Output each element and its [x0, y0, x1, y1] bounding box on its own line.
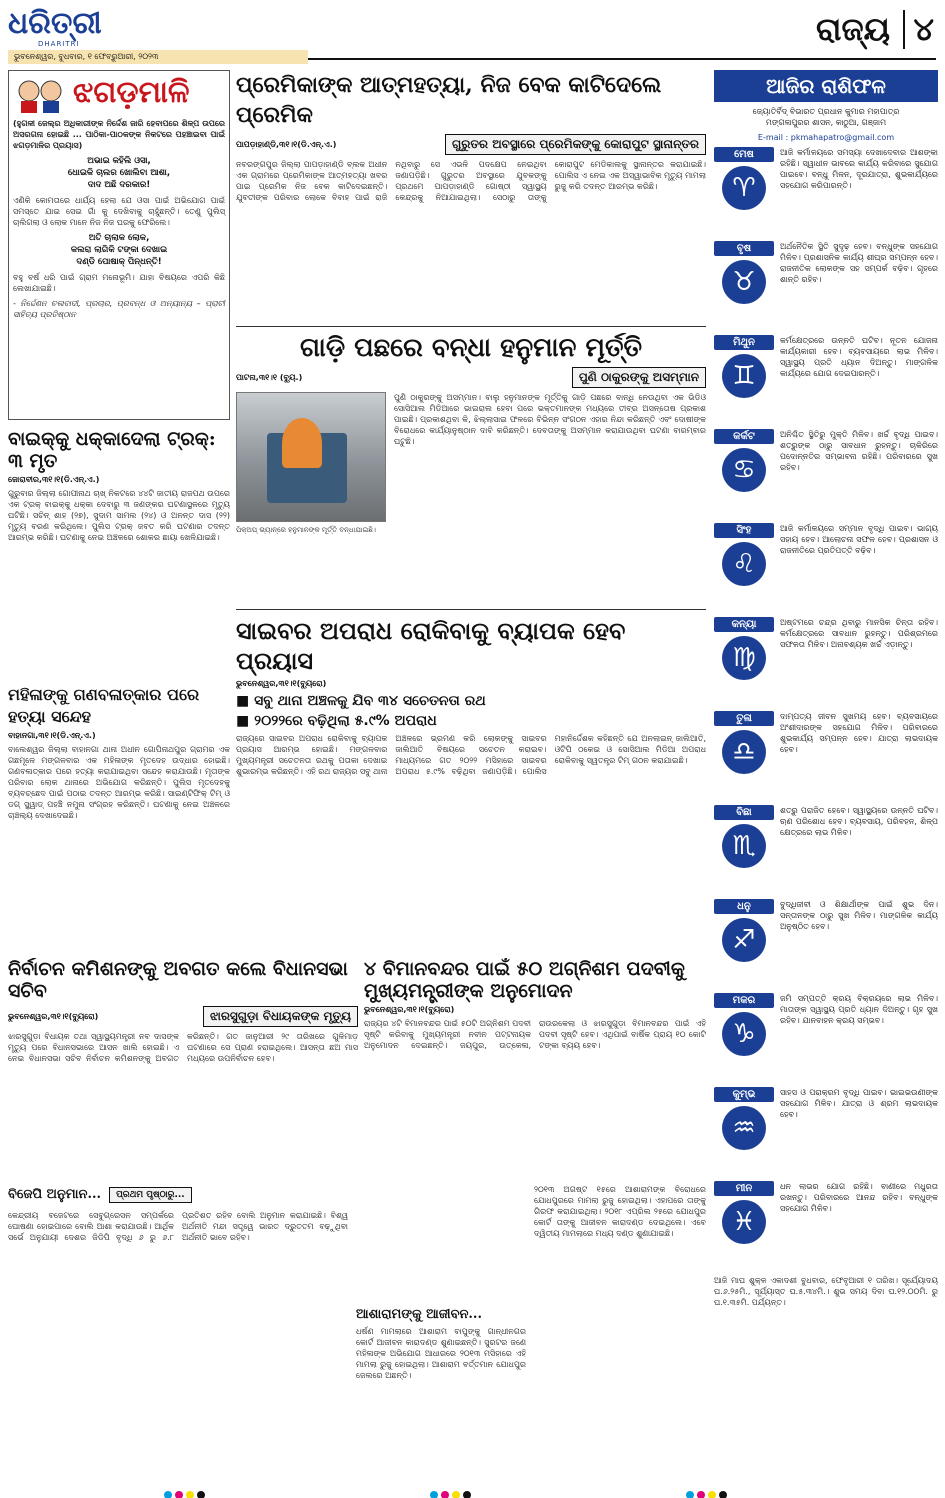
sign-badge — [714, 147, 774, 210]
zodiac-icon: ♓ — [722, 1200, 766, 1244]
sign-badge — [714, 617, 774, 680]
zigzag-box — [8, 70, 230, 420]
sign-badge — [714, 429, 774, 492]
zigzag-poem-1: ଅଭାଇ କହିଲି ଓସା, ଧୋଇକି ଚାଲର ଖୋଲିବା ଆଶା, ଦାଦ ଅଛି ଦରକାର! — [67, 156, 171, 190]
zigzag-title: ଝଗଡ଼ମାଳି — [73, 75, 190, 110]
masthead — [8, 6, 936, 60]
zodiac-icon: ♑ — [722, 1012, 766, 1056]
sign-name: ମକର — [714, 993, 774, 1008]
registration-dot — [197, 1491, 205, 1498]
suicide-headline: ପ୍ରେମିକାଙ୍କ ଆତ୍ମହତ୍ୟା, ନିଜ ବେକ କାଟିଦେଲେ ପ୍ରେମିକ — [236, 72, 662, 128]
divider — [236, 326, 706, 327]
sign-prediction: ବୁଦ୍ଧିଜୀବୀ ଓ ଶିକ୍ଷାର୍ଥୀଙ୍କ ପାଇଁ ଶୁଭ ଦିନ। ସନ୍ତାନଙ୍କ ଠାରୁ ସୁଖ ମିଳିବ। ମାଙ୍ଗଳିକ କାର୍ଯ୍ୟ ଅନୁଷ୍ଠିତ ହେବ। — [780, 900, 938, 931]
sign-prediction: ଅଷ୍ଟମରେ ଚନ୍ଦ୍ର ଥିବାରୁ ମାନସିକ ଚିନ୍ତା ରହିବ। କର୍ମକ୍ଷେତ୍ରରେ ସାବଧାନ ରୁହନ୍ତୁ। ପରିଶ୍ରମରେ ସଫଳତା ମିଳିବ। ଅନାବଶ୍ୟକ ଖର୍ଚ୍ଚ ଏଡ଼ାନ୍ତୁ। — [780, 618, 938, 649]
story-asaram — [356, 1184, 526, 1474]
woman-body: ବାଲେଶ୍ୱର ଜିଲ୍ଲା ବାହାନଗା ଥାନା ଅଧୀନ ଗୋପିନାଥପୁର ଗ୍ରାମର ଏକ ଗଛମୂଳେ ମଙ୍ଗଳବାର ଏକ ମହିଳାଙ୍କ ମୃତଦେହ ଉଦ୍ଧାର ହୋଇଛି। ଗଣବଳାତ୍କାର ପରେ ହତ୍ୟା କରାଯାଇଥିବା ସନ୍ଦେହ କରାଯାଉଛି। ମୃତାଙ୍କ ପରିବାର ଲୋକ ଥାନାରେ ଅଭିଯୋଗ କରିଛନ୍ତି। ପୁଲିସ ମୃତଦେହକୁ ବ୍ୟବଚ୍ଛେଦ ପାଇଁ ପଠାଇ ତଦନ୍ତ ଆରମ୍ଭ କରିଛି। ସାଇଣ୍ଟିଫିକ୍ ଟିମ୍ ଓ ଡଗ୍ ସ୍କ୍ୱାଡ୍ ପହଞ୍ଚି ନମୁନା ସଂଗ୍ରହ କରିଛନ୍ତି। ଘଟଣାକୁ ନେଇ ଅଞ୍ଚଳରେ ଚାଞ୍ଚଲ୍ୟ ଦେଖାଦେଇଛି। — [8, 745, 230, 820]
story-suicide — [236, 70, 706, 320]
cyber-bullet-1: ■ ସବୁ ଥାନା ଅଞ୍ଚଳକୁ ଯିବ ୩୪ ସଚେତନତା ରଥ — [236, 693, 486, 709]
registration-dot — [430, 1491, 438, 1498]
logo-subtitle: DHARITRI — [38, 40, 80, 48]
panjika: ଆଜି ମାଘ ଶୁକ୍ଳ ଏକାଦଶୀ ବୁଧବାର, ଫେବୃଆରୀ ୧ ତାରିଖ। ସୂର୍ଯ୍ୟୋଦୟ ଘ.୬.୨୫ମି., ସୂର୍ଯ୍ୟାସ୍ତ ଘ.୫.୩୪ମି.। ଶୁଭ ସମୟ ଦିବା ଘ.୧୨.୦୦ମି. ରୁ ଘ.୧.୩୫ମି. ପର୍ଯ୍ୟନ୍ତ। — [714, 1276, 938, 1307]
page-number: ୪ — [903, 10, 934, 49]
zodiac-icon: ♈ — [722, 166, 766, 210]
sign-name: ଧନୁ — [714, 899, 774, 914]
sign-name: କର୍କଟ — [714, 429, 774, 444]
zodiac-icon: ♋ — [722, 448, 766, 492]
zigzag-poem-2: ଅତି ଚାଲାକ ଲୋକ, କଲରା ଲାଗିକି ଟଙ୍କା ଦେଖାଇ ଦଣ୍ଡି ପୋଷାକ୍ ପିନ୍ଧନ୍ତି! — [70, 233, 168, 267]
registration-dot — [452, 1491, 460, 1498]
hanuman-byline: ପାଟନା,୩୧।୧ (ବ୍ୟୁ.) — [236, 372, 303, 382]
cyber-body: ରାଜ୍ୟରେ ସାଇବର ଅପରାଧ ରୋକିବାକୁ ବ୍ୟାପକ ପ୍ରୟାସ ଆରମ୍ଭ ହୋଇଛି। ମଙ୍ଗଳବାର ମୁଖ୍ୟମନ୍ତ୍ରୀ ସଚେତନତା ରଥକୁ ପତାକା ଦେଖାଇ ଶୁଭାରମ୍ଭ କରିଛନ୍ତି। ଏହି ରଥ ରାଜ୍ୟର ସବୁ ଥାନା ଅଞ୍ଚଳରେ ଭ୍ରମଣ କରି ଲୋକଙ୍କୁ ସାଇବର ଜାଲିଆତି ବିଷୟରେ ସଚେତନ କରାଇବ। ମାଧ୍ୟମରେ ଗତ ୨୦୨୨ ମସିହାରେ ସାଇବର ଅପରାଧ ୫.୯% ବଢ଼ିଥିବା ଜଣାପଡ଼ିଛି। ପୋଲିସ ମହାନିର୍ଦ୍ଦେଶକ କହିଛନ୍ତି ଯେ ଅନଲାଇନ୍ ଜାଲିଆତି, ଓଟିପି ଠକେଇ ଓ ସୋସିଆଲ ମିଡିଆ ଅପରାଧ ରୋକିବାକୁ ସ୍ୱତନ୍ତ୍ର ଟିମ୍ ଗଠନ କରାଯାଇଛି। — [236, 734, 706, 776]
cyber-bullet-2-text: ୨୦୨୨ରେ ବଢ଼ିଥିଲା ୫.୯% ଅପରାଧ — [254, 713, 437, 729]
sign-badge — [714, 335, 774, 398]
registration-dot — [697, 1491, 705, 1498]
idol-shape — [282, 418, 322, 468]
hanuman-headline: ଗାଡ଼ି ପଛରେ ବନ୍ଧା ହନୁମାନ ମୂର୍ତ୍ତି — [299, 333, 643, 363]
sign-row — [714, 1181, 938, 1269]
registration-dot — [686, 1491, 694, 1498]
zodiac-icon: ♐ — [722, 918, 766, 962]
sign-row — [714, 523, 938, 611]
election-body: ଝାରସୁଗୁଡ଼ା ବିଧାୟକ ତଥା ସ୍ୱାସ୍ଥ୍ୟମନ୍ତ୍ରୀ ନବ ଦାସଙ୍କ ମୃତ୍ୟୁ ପରେ ବିଧାନସଭାରେ ଆସନ ଖାଲି ହୋଇଛି। ଏ ନେଇ ବିଧାନସଭା ସଚିବ ନିର୍ବାଚନ କମିଶନଙ୍କୁ ଅବଗତ କରିଛନ୍ତି। ଗତ ଜାନୁଆରୀ ୨୯ ତାରିଖରେ ଗୁଳିମାଡ଼ ଘଟଣାରେ ସେ ପ୍ରାଣ ହରାଇଥିଲେ। ଆସନ୍ତା ଛଅ ମାସ ମଧ୍ୟରେ ଉପନିର୍ବାଚନ ହେବ। — [8, 1032, 358, 1063]
zodiac-icon: ♍ — [722, 636, 766, 680]
election-byline: ଭୁବନେଶ୍ୱର,୩୧।୧(ବ୍ୟୁରୋ) — [8, 1011, 99, 1021]
sign-name: ତୁଳା — [714, 711, 774, 726]
zigzag-body-2: ବହୁ ବର୍ଷ ଧରି ପାଇଁ ଗ୍ରାମ ମନୋଭୂମି। ଯାହା ବିଷୟରେ ଏପରି କିଛି ଲେଖାଯାଇଛି। — [13, 273, 225, 293]
sign-row — [714, 993, 938, 1081]
woman-byline: ବାହାନଗା,୩୧।୧(ଡି.ଏନ୍.ଏ.) — [8, 731, 96, 740]
sign-badge — [714, 1181, 774, 1244]
election-subhead: ଝାରସୁଗୁଡ଼ା ବିଧାୟକଙ୍କ ମୃତ୍ୟୁ — [203, 1006, 358, 1027]
sign-row — [714, 899, 938, 987]
story-airport — [364, 958, 706, 1168]
airport-byline: ଭୁବନେଶ୍ୱର,୩୧।୧(ବ୍ୟୁରୋ) — [364, 1005, 455, 1014]
suicide-subhead: ଗୁରୁତର ଅବସ୍ଥାରେ ପ୍ରେମିକଙ୍କୁ କୋରାପୁଟ ସ୍ଥାନାନ୍ତର — [445, 134, 706, 155]
zigzag-intro: (ହୁଗଳୀ ଜେଲ୍‌ର ଅଧିକାରୀଙ୍କ ନିର୍ଦ୍ଦେଶ ଜାରି ହେବାପରେ ଶିଳ୍ପ ଉପରେ ଅସରଗନା ହୋଇଛି ... ପାଠିକା-ପାଠକଙ୍କ ନିକଟରେ ପହଞ୍ଚାଇବା ପାଇଁ ଝଗଡ଼ମାଳିର ପ୍ରୟାସ) — [13, 119, 225, 150]
zodiac-icon: ♏ — [722, 824, 766, 868]
hanuman-photo — [236, 392, 386, 522]
sign-row — [714, 805, 938, 893]
zodiac-icon: ♒ — [722, 1106, 766, 1150]
zodiac-icon: ♎ — [722, 730, 766, 774]
rashifala-title: ଆଜିର ରାଶିଫଳ — [714, 70, 938, 102]
bike-byline: ଜୋରାବୀର,୩୧।୧(ଡି.ଏନ୍.ଏ.) — [8, 475, 100, 484]
bike-headline: ବାଇକ୍‌କୁ ଧକ୍କାଦେଲା ଟ୍ରକ୍: ୩ ମୃତ — [8, 428, 216, 472]
sign-prediction: ଆଜି କର୍ମାଳୟରେ ସମ୍ମାନ ବୃଦ୍ଧି ପାଇବ। ଭାଗ୍ୟ ସହାୟ ହେବ। ଆଲୋଚନା ସଫଳ ହେବ। ପ୍ରଶାସନ ଓ ରାଜନୀତିରେ ପ୍ରତିପତ୍ତି ବଢ଼ିବ। — [780, 524, 938, 555]
divider — [236, 609, 706, 610]
sign-prediction: ଆଜି କର୍ମାଳୟରେ ସମସ୍ୟା ଦେଖାଦେବାର ଆଶଙ୍କା ରହିଛି। ସ୍ୱାଧୀନ ଭାବରେ କାର୍ଯ୍ୟ କରିବାରେ ସୁଯୋଗ ପାଇବେ। ବନ୍ଧୁ ମିଳନ, ଦୂରଯାତ୍ରା, ଶୁଭକାର୍ଯ୍ୟରେ ସହଯୋଗ କରିପାରନ୍ତି। — [780, 148, 938, 190]
registration-dot — [463, 1491, 471, 1498]
woman-headline: ମହିଳାଙ୍କୁ ଗଣବଳାତ୍କାର ପରେ ହତ୍ୟା ସନ୍ଦେହ — [8, 685, 200, 726]
registration-dot — [186, 1491, 194, 1498]
sign-row — [714, 147, 938, 235]
sign-name: ବୃଷ — [714, 241, 774, 256]
registration-dot — [719, 1491, 727, 1498]
color-registration — [0, 1484, 945, 1494]
suicide-byline: ପାପଡ଼ାହାଣ୍ଡି,୩୧।୧(ଡି.ଏନ୍.ଏ.) — [236, 139, 337, 149]
zodiac-icon: ♉ — [722, 260, 766, 304]
bjp-continued: ପ୍ରଥମ ପୃଷ୍ଠାରୁ... — [109, 1187, 192, 1203]
sign-badge — [714, 711, 774, 774]
story-bike — [8, 428, 230, 678]
sign-badge — [714, 805, 774, 868]
zodiac-icon: ♌ — [722, 542, 766, 586]
hanuman-caption: ପିକ୍‌ଅପ୍ ଭ୍ୟାନ୍‌ରେ ହନୁମାନଙ୍କ ମୂର୍ତ୍ତି ବନ୍ଧାଯାଇଛି। — [236, 526, 376, 534]
hanuman-subhead: ପୁଣି ଠାକୁରଙ୍କୁ ଅସମ୍ମାନ — [572, 367, 706, 388]
sign-row — [714, 429, 938, 517]
sign-name: କନ୍ୟା — [714, 617, 774, 632]
sign-prediction: ଅନିଶ୍ଚିତ ସ୍ଥିତିରୁ ମୁକ୍ତି ମିଳିବ। ଖର୍ଚ୍ଚ ବୃଦ୍ଧି ପାଇବ। ଶତ୍ରୁଙ୍କ ଠାରୁ ସାବଧାନ ରୁହନ୍ତୁ। ଚାକିରିରେ ପଦୋନ୍ନତିର ସମ୍ଭାବନା ରହିଛି। ପରିବାରରେ ସୁଖ ରହିବ। — [780, 430, 938, 472]
sign-list — [714, 147, 938, 1269]
sign-prediction: ଶତ୍ରୁ ପରାଜିତ ହେବେ। ସ୍ୱାସ୍ଥ୍ୟରେ ଉନ୍ନତି ଘଟିବ। ଋଣ ପରିଶୋଧ ହେବ। ବ୍ୟବସାୟ, ପରିବହନ, ଶିଳ୍ପ କ୍ଷେତ୍ରରେ ଲାଭ ମିଳିବ। — [780, 806, 938, 837]
cyber-headline: ସାଇବର ଅପରାଧ ରୋକିବାକୁ ବ୍ୟାପକ ହେବ ପ୍ରୟାସ — [236, 616, 626, 675]
sign-row — [714, 1087, 938, 1175]
cmyk-dots-left — [164, 1484, 208, 1498]
story-hanuman — [236, 333, 706, 603]
zigzag-credit: - ନିର୍ଦ୍ଦେଶନ ଚଳାବାଦୀ, ପ୍ରଚାର, ପ୍ରବନ୍ଧ ଓ ଅନ୍ୟାନ୍ୟ – ପ୍ରାଚୀ ସାହିତ୍ୟ ପ୍ରତିଷ୍ଠାନ — [13, 299, 225, 319]
astrologer-name: ଜ୍ୟୋତିର୍ବିଦ୍ ବିଭାରତ ପ୍ରଧାନ କୁମାର ମହାପାତ୍ର ମଙ୍ଗଳାପୁରର ଶାସନ, କାଠୁଆ, ଗଞ୍ଜାମ — [752, 107, 900, 127]
rashifala-column — [714, 70, 938, 1308]
asaram-title: ଆଶାରାମଙ୍କୁ ଆଜୀବନ... — [356, 1307, 482, 1322]
hanuman-body: ପୁଣି ଠାକୁରଙ୍କୁ ଅସମ୍ମାନ। ବାଲୁ ହନୁମାନଙ୍କ ମୂର୍ତ୍ତିକୁ ଗାଡ଼ି ପଛରେ ବାନ୍ଧି ନେଉଥିବା ଏକ ଭିଡିଓ ସୋସିଆଲ ମିଡିଆରେ ଭାଇରାଲ ହେବା ପରେ ଭକ୍ତମାନଙ୍କ ମଧ୍ୟରେ ତୀବ୍ର ଅସନ୍ତୋଷ ପ୍ରକାଶ ପାଇଛି। ପ୍ରକାଶଥିବା କି, ଝିଲ୍ଲାସାଇ ଫଳରେ ବିଭିନ୍ନ ସଂଗଠନ ଏହାର ନିନ୍ଦା କରିଛନ୍ତି ଏବଂ ଦୋଷୀଙ୍କ ବିରୋଧରେ କାର୍ଯ୍ୟାନୁଷ୍ଠାନ ଦାବି କରିଛନ୍ତି। ଦେବତାଙ୍କୁ ଅସମ୍ମାନ କରାଯାଉଥିବା ଘଟଣା ବାରମ୍ବାର ଘଟୁଛି। — [394, 393, 706, 446]
cmyk-dots-middle — [430, 1484, 474, 1498]
sign-badge — [714, 899, 774, 962]
registration-dot — [175, 1491, 183, 1498]
col3-body: ୨୦୧୩ ଅଗଷ୍ଟ ୧୫ରେ ଆଶାରାମଙ୍କ ବିରୋଧରେ ଯୋଧପୁରରେ ମାମଲା ରୁଜୁ ହୋଇଥିଲା। ଏହାପରେ ତାଙ୍କୁ ଗିରଫ କରାଯାଇଥିଲା। ୨୦୧୮ ଏପ୍ରିଲ ୨୫ରେ ଯୋଧପୁର କୋର୍ଟ ତାଙ୍କୁ ଆଜୀବନ କାରାଦଣ୍ଡ ଦେଇଥିଲେ। ଏବେ ଦ୍ୱିତୀୟ ମାମଲାରେ ମଧ୍ୟ ଦଣ୍ଡ ଶୁଣାଯାଇଛି। — [534, 1185, 706, 1238]
cyber-byline: ଭୁବନେଶ୍ୱର,୩୧।୧(ବ୍ୟୁରୋ) — [236, 679, 327, 688]
story-bjp — [8, 1184, 348, 1474]
sign-badge — [714, 993, 774, 1056]
middle-column — [236, 70, 706, 916]
suicide-body: ନବରଙ୍ଗପୁର ଜିଲ୍ଲା ପାପଡ଼ାହାଣ୍ଡି ବ୍ଲକ ଅଧୀନ ଏକ ଗ୍ରାମରେ ପ୍ରେମିକାଙ୍କ ଆତ୍ମହତ୍ୟା ଖବର ପାଇ ପ୍ରେମିକ ନିଜ ବେକ କାଟିଦେଇଛନ୍ତି। ଯୁବତୀଙ୍କ ପରିବାର ଲୋକେ ବିବାହ ପାଇଁ ରାଜି ନଥିବାରୁ ସେ ଏଭଳି ପଦକ୍ଷେପ ନେଇଥିବା ଜଣାପଡ଼ିଛି। ଗୁରୁତର ଅବସ୍ଥାରେ ଯୁବକଙ୍କୁ ପ୍ରଥମେ ପାପଡ଼ାହାଣ୍ଡି ଗୋଷ୍ଠୀ ସ୍ୱାସ୍ଥ୍ୟ କେନ୍ଦ୍ରକୁ ନିଆଯାଇଥିଲା। ସେଠାରୁ ତାଙ୍କୁ କୋରାପୁଟ ମେଡିକାଲକୁ ସ୍ଥାନାନ୍ତର କରାଯାଇଛି। ପୋଲିସ ଏ ନେଇ ଏକ ଅସ୍ୱାଭାବିକ ମୃତ୍ୟୁ ମାମଲା ରୁଜୁ କରି ତଦନ୍ତ ଆରମ୍ଭ କରିଛି। — [236, 160, 706, 202]
cyber-bullet-2: ■ ୨୦୨୨ରେ ବଢ଼ିଥିଲା ୫.୯% ଅପରାଧ — [236, 713, 437, 729]
sign-row — [714, 241, 938, 329]
airport-body: ରାଜ୍ୟର ୪ଟି ବିମାନବନ୍ଦର ପାଇଁ ୫୦ଟି ଅଗ୍ନିଶମ ପଦବୀ ସୃଷ୍ଟି କରିବାକୁ ମୁଖ୍ୟମନ୍ତ୍ରୀ ନବୀନ ପଟ୍ଟନାୟକ ଅନୁମୋଦନ ଦେଇଛନ୍ତି। ଜୟପୁର, ଉତ୍କେଳା, ରାଉରକେଲା ଓ ଝାରସୁଗୁଡ଼ା ବିମାନବନ୍ଦର ପାଇଁ ଏହି ପଦବୀ ସୃଷ୍ଟି ହେବ। ଏଥିପାଇଁ ବାର୍ଷିକ ପ୍ରାୟ ୧୦ କୋଟି ଟଙ୍କା ବ୍ୟୟ ହେବ। — [364, 1019, 706, 1050]
sign-name: ସିଂହ — [714, 523, 774, 538]
cartoon-icon — [15, 77, 63, 113]
bjp-body: କେନ୍ଦ୍ରୀୟ ବଜେଟରେ ସେବୁଗ୍ରେସନ ସମ୍ପର୍କରେ ଘୋଷଣା ହୋଇପାରେ ବୋଲି ଆଶା କରାଯାଉଛି। ଆର୍ଥିକ ସର୍ଭେ ଅନୁଯାୟୀ ଦେଶର ଜିଡିପି ବୃଦ୍ଧି ୬ ରୁ ୬.୮ ପ୍ରତିଶତ ରହିବ ବୋଲି ଅନୁମାନ କରାଯାଇଛି। ବିଶ୍ୱ ଅର୍ଥନୀତି ମନ୍ଦା ସତ୍ତ୍ୱେ ଭାରତ ଦ୍ରୁତତମ ବଢ଼ୁଥିବା ଅର୍ଥନୀତି ଭାବେ ରହିବ। — [8, 1211, 348, 1242]
zigzag-body: ଏଣିକି କୋମତାରେ ଧାର୍ଯ୍ୟ ହେଲା ଯେ ଓସା ପାଇଁ ଅଭିଯୋଗ ପାଇଁ ସମସ୍ତେ ଯାଇ ସେଇ ଗାଁ କୁ ଦେଖିବାକୁ ଚାହୁଁଛନ୍ତି। ତେଣୁ ପୁଲିସ୍ ଚାଲିଗଲା ଓ ଲୋକ ମାନେ ନିଜ ନିଜ ଘରକୁ ଫେରିଲେ। — [13, 196, 225, 227]
sign-row — [714, 617, 938, 705]
sign-prediction: କର୍ମକ୍ଷେତ୍ରରେ ଉନ୍ନତି ଘଟିବ। ନୂତନ ଯୋଜନା କାର୍ଯ୍ୟକାରୀ ହେବ। ବ୍ୟବସାୟରେ ଲାଭ ମିଳିବ। ସ୍ୱାସ୍ଥ୍ୟ ପ୍ରତି ଧ୍ୟାନ ଦିଅନ୍ତୁ। ମାଙ୍ଗଳିକ କାର୍ଯ୍ୟରେ ଯୋଗ ଦେଇପାରନ୍ତି। — [780, 336, 938, 378]
asaram-body: ଧର୍ଷଣ ମାମଲାରେ ଆଶାରାମ ବାପୁଙ୍କୁ ଗାନ୍ଧୀନଗର କୋର୍ଟ ଆଜୀବନ କାରାଦଣ୍ଡ ଶୁଣାଇଛନ୍ତି। ସୁରଟର ଜଣେ ମହିଳାଙ୍କ ଅଭିଯୋଗ ଆଧାରରେ ୨୦୧୩ ମସିହାରେ ଏହି ମାମଲା ରୁଜୁ ହୋଇଥିଲା। ଆଶାରାମ ବର୍ତ୍ତମାନ ଯୋଧପୁର ଜେଲରେ ଅଛନ୍ତି। — [356, 1327, 526, 1380]
story-election — [8, 958, 358, 1168]
sign-name: ମେଷ — [714, 147, 774, 162]
registration-dot — [441, 1491, 449, 1498]
sign-prediction: ଜମି ସମ୍ପତ୍ତି କ୍ରୟ ବିକ୍ରୟରେ ଲାଭ ମିଳିବ। ମାତାଙ୍କ ସ୍ୱାସ୍ଥ୍ୟ ପ୍ରତି ଧ୍ୟାନ ଦିଅନ୍ତୁ। ଗୃହ ସୁଖ ରହିବ। ଯାନବାହନ କ୍ରୟ ସମ୍ଭବ। — [780, 994, 938, 1025]
sign-name: କୁମ୍ଭ — [714, 1087, 774, 1102]
left-column — [8, 70, 230, 974]
sign-badge — [714, 241, 774, 304]
cmyk-dots-right — [686, 1484, 730, 1498]
sign-prediction: ଅର୍ଥନୈତିକ ସ୍ଥିତି ସୁଦୃଢ଼ ହେବ। ବନ୍ଧୁଙ୍କ ସହଯୋଗ ମିଳିବ। ପ୍ରଶାସନିକ କାର୍ଯ୍ୟ ଶୀଘ୍ର ସମ୍ପନ୍ନ ହେବ। ରାଜନୀତିକ ଲୋକଙ୍କ ସହ ସମ୍ପର୍କ ବଢ଼ିବ। ଗୃହରେ ଶାନ୍ତି ରହିବ। — [780, 242, 938, 284]
airport-headline: ୪ ବିମାନବନ୍ଦର ପାଇଁ ୫୦ ଅଗ୍ନିଶମ ପଦବୀକୁ ମୁଖ୍ୟମନ୍ତ୍ରୀଙ୍କ ଅନୁମୋଦନ — [364, 958, 685, 1002]
election-headline: ନିର୍ବାଚନ କମିଶନଙ୍କୁ ଅବଗତ କଲେ ବିଧାନସଭା ସଚିବ — [8, 958, 348, 1002]
sign-name: ମିଥୁନ — [714, 335, 774, 350]
bike-body: ଗୁରୁବାର ଜିଲ୍ଲା ଗୋପୀନାଥ ଚାଖ୍ ନିକଟରେ ୪୪ଟି ଜାତୀୟ ରାଜପଥ ଉପରେ ଏକ ଟ୍ରକ୍ ବାଇକ୍‌କୁ ଧକ୍କା ଦେବାରୁ ୩ ଜଣଙ୍କର ଘଟଣାସ୍ଥଳରେ ମୃତ୍ୟୁ ଘଟିଛି। ସଚିନ୍ ଶାହ (୨୭), ସୁଦାମ ସାମଲ (୨୪) ଓ ଅନନ୍ତ ଦାସ (୨୨) ମୃତ୍ୟୁ ବରଣ କରିଥିଲେ। ପୁଲିସ ଟ୍ରକ୍ ଜବତ କରି ଘଟଣାର ତଦନ୍ତ ଆରମ୍ଭ କରିଛି। ଘଟଣାକୁ ନେଇ ଅଞ୍ଚଳରେ ଶୋକର ଛାୟା ଖେଳିଯାଇଛି। — [8, 489, 230, 542]
sign-prediction: ଧନ ଲାଭର ଯୋଗ ରହିଛି। ବାଣୀରେ ମଧୁରତା ରଖନ୍ତୁ। ପରିବାରରେ ଆନନ୍ଦ ରହିବ। ବନ୍ଧୁଙ୍କ ସହଯୋଗ ମିଳିବ। — [780, 1182, 938, 1213]
story-cyber — [236, 616, 706, 916]
zodiac-icon: ♊ — [722, 354, 766, 398]
sign-name: ମୀନ — [714, 1181, 774, 1196]
sign-name: ବିଛା — [714, 805, 774, 820]
section-title: ରାଜ୍ୟ — [816, 10, 890, 48]
sign-row — [714, 711, 938, 799]
story-woman — [8, 684, 230, 974]
sign-prediction: ସାହସ ଓ ପରାକ୍ରମ ବୃଦ୍ଧି ପାଇବ। ଭାଇଭଉଣୀଙ୍କ ସହଯୋଗ ମିଳିବ। ଯାତ୍ରା ଓ ଶ୍ରମ ଲାଭଦାୟକ ହେବ। — [780, 1088, 938, 1119]
registration-dot — [708, 1491, 716, 1498]
astrologer-email: E-mail : pkmahapatro@gmail.com — [757, 133, 895, 142]
sign-badge — [714, 523, 774, 586]
dateline: ଭୁବନେଶ୍ୱର, ବୁଧବାର, ୧ ଫେବ୍ରୁଆରୀ, ୨୦୨୩ — [8, 50, 308, 64]
sign-prediction: ଦାମ୍ପତ୍ୟ ଜୀବନ ସୁଖମୟ ହେବ। ବ୍ୟବସାୟରେ ଅଂଶୀଦାରଙ୍କ ସହଯୋଗ ମିଳିବ। ପରିବାରରେ ଶୁଭକାର୍ଯ୍ୟ ସମ୍ପନ୍ନ ହେବ। ଯାତ୍ରା ଲାଭଦାୟକ ହେବ। — [780, 712, 938, 754]
story-col3 — [534, 1184, 706, 1474]
registration-dot — [164, 1491, 172, 1498]
bjp-title: ବିଜେପି ଅନୁମାନ... — [8, 1187, 102, 1202]
logo: ଧରିତ୍ରୀ — [8, 6, 102, 41]
sign-row — [714, 335, 938, 423]
sign-badge — [714, 1087, 774, 1150]
cyber-bullet-1-text: ସବୁ ଥାନା ଅଞ୍ଚଳକୁ ଯିବ ୩୪ ସଚେତନତା ରଥ — [254, 693, 486, 709]
